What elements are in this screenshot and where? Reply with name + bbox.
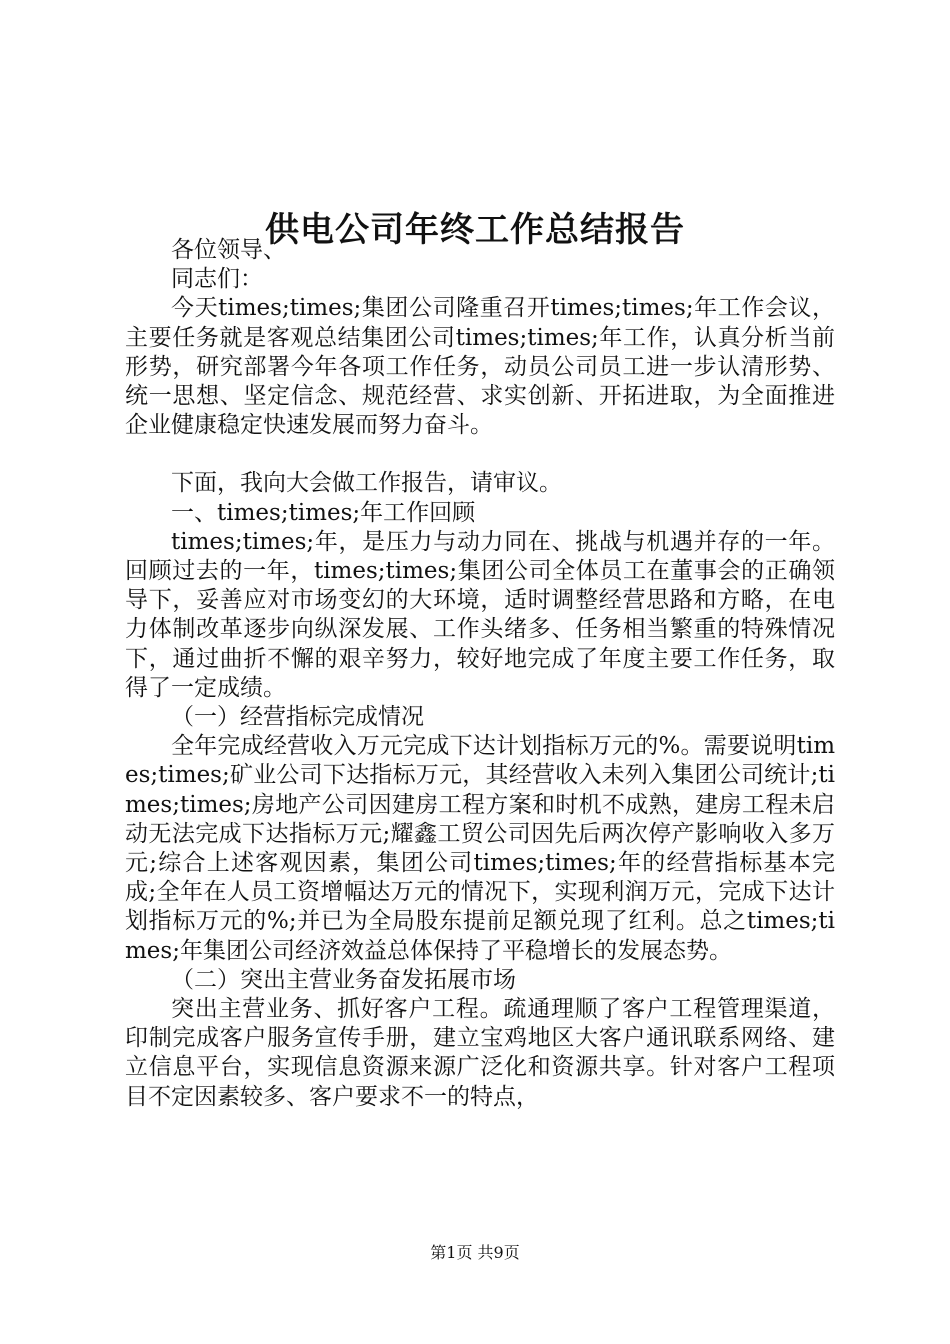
salutation-line-2: 同志们： — [171, 266, 263, 293]
review-paragraph: times;times;年，是压力与动力同在、挑战与机遇并存的一年。回顾过去的一年，times;times;集团公司全体员工在董事会的正确领导下，妥善应对市场变幻的大环境，适时调整经营思路和方略，在电力体制改革逐步向纵深发展、工作头绪多、任务相当繁重的特殊情况下，通过曲折不懈的艰辛努力，较好地完成了年度主要工作任务，取得了一定成绩。 — [125, 528, 835, 701]
section-heading-1: 一、times;times;年工作回顾 — [171, 499, 476, 526]
subsection-heading-2: （二）突出主营业务奋发拓展市场 — [171, 966, 516, 993]
business-paragraph: 突出主营业务、抓好客户工程。疏通理顺了客户工程管理渠道，印制完成客户服务宣传手册，建立宝鸡地区大客户通讯联系网络、建立信息平台，实现信息资源来源广泛化和资源共享。针对客户工程项目不定因素较多、客户要求不一的特点， — [125, 996, 835, 1110]
salutation-line-1: 各位领导、 — [171, 237, 286, 263]
page-footer: 第1页 共9页 — [430, 1243, 520, 1262]
intro-paragraph: 今天times;times;集团公司隆重召开times;times;年工作会议，主要任务就是客观总结集团公司times;times;年工作，认真分析当前形势，研究部署今年各项工作任务，动员公司员工进一步认清形势、统一思想、坚定信念、规范经营、求实创新、开拓进取，为全面推进企业健康稳定快速发展而努力奋斗。 — [125, 295, 835, 439]
report-intro-paragraph: 下面，我向大会做工作报告，请审议。 — [171, 470, 562, 497]
subsection-heading-1: （一）经营指标完成情况 — [171, 704, 424, 731]
document-body — [125, 236, 835, 1112]
document-title: 供电公司年终工作总结报告 — [265, 209, 685, 250]
indicators-paragraph: 全年完成经营收入万元完成下达计划指标万元的%。需要说明times;times;矿业公司下达指标万元，其经营收入未列入集团公司统计;times;times;房地产公司因建房工程方案和时机不成熟，建房工程未启动无法完成下达指标万元;耀鑫工贸公司因先后两次停产影响收入多万元;综合上述客观因素，集团公司times;times;年的经营指标基本完成;全年在人员工资增幅达万元的情况下，实现利润万元，完成下达计划指标万元的%;并已为全局股东提前足额兑现了红利。总之times;times;年集团公司经济效益总体保持了平稳增长的发展态势。 — [125, 733, 835, 964]
